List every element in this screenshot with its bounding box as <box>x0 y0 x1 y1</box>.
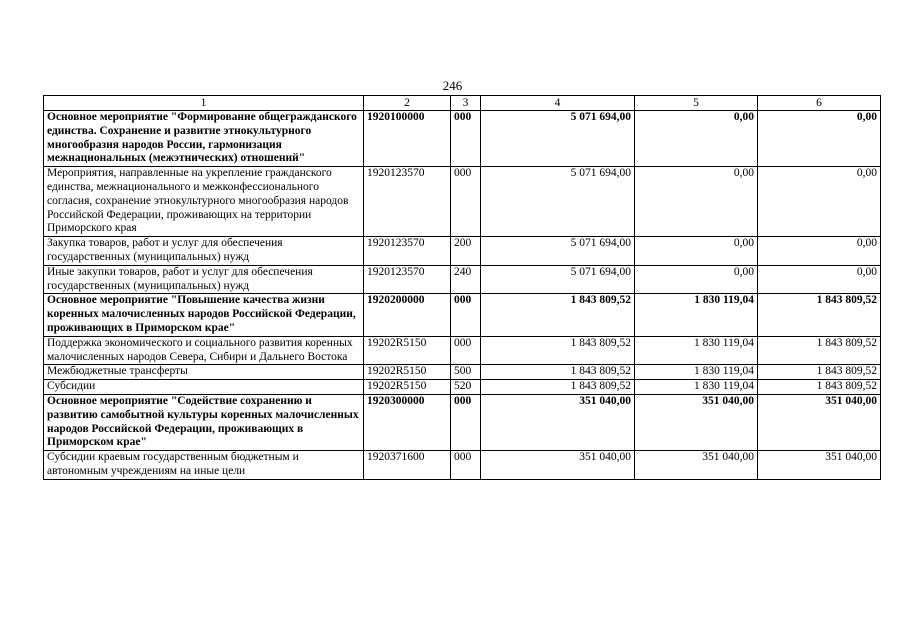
row-code-cell: 1920100000 <box>364 111 451 167</box>
row-value-col4: 351 040,00 <box>481 394 635 450</box>
row-name-cell: Мероприятия, направленные на укрепление гражданского единства, межнационального и межконфессионального согласия, сохранение этнокультурного многообразия народов Российской Федерации, проживающих на территории Приморского края <box>44 167 364 237</box>
row-value-col6: 351 040,00 <box>758 394 881 450</box>
row-kind-cell: 200 <box>451 237 481 266</box>
table-row <box>44 237 881 266</box>
row-value-col4: 5 071 694,00 <box>481 265 635 294</box>
row-value-col6: 0,00 <box>758 265 881 294</box>
row-name-cell: Закупка товаров, работ и услуг для обеспечения государственных (муниципальных) нужд <box>44 237 364 266</box>
row-value-col5: 0,00 <box>635 265 758 294</box>
row-code-cell: 1920123570 <box>364 167 451 237</box>
row-code-cell: 1920123570 <box>364 265 451 294</box>
row-value-col6: 1 843 809,52 <box>758 336 881 365</box>
row-kind-cell: 500 <box>451 365 481 380</box>
row-name-cell: Основное мероприятие "Формирование общегражданского единства. Сохранение и развитие этнокультурного многообразия народов России, гармонизация межнациональных (межэтнических) отношений" <box>44 111 364 167</box>
row-value-col4: 1 843 809,52 <box>481 365 635 380</box>
row-value-col5: 0,00 <box>635 111 758 167</box>
row-value-col6: 0,00 <box>758 167 881 237</box>
row-value-col5: 0,00 <box>635 167 758 237</box>
table-row <box>44 380 881 395</box>
row-value-col4: 1 843 809,52 <box>481 380 635 395</box>
row-value-col4: 351 040,00 <box>481 451 635 480</box>
table-row <box>44 294 881 336</box>
row-name-cell: Основное мероприятие "Повышение качества жизни коренных малочисленных народов Российской Федерации, проживающих в Приморском крае" <box>44 294 364 336</box>
row-code-cell: 1920300000 <box>364 394 451 450</box>
row-name-cell: Основное мероприятие "Содействие сохранению и развитию самобытной культуры коренных малочисленных народов Российской Федерации, проживающих в Приморском крае" <box>44 394 364 450</box>
row-value-col4: 5 071 694,00 <box>481 237 635 266</box>
table-row <box>44 336 881 365</box>
row-code-cell: 19202R5150 <box>364 380 451 395</box>
page-number: 246 <box>442 78 463 93</box>
header-cell: 6 <box>758 96 881 111</box>
row-value-col5: 351 040,00 <box>635 394 758 450</box>
table-row <box>44 451 881 480</box>
header-cell: 2 <box>364 96 451 111</box>
row-name-cell: Субсидии <box>44 380 364 395</box>
table-header-row <box>44 96 881 111</box>
row-value-col5: 1 830 119,04 <box>635 294 758 336</box>
row-name-cell: Межбюджетные трансферты <box>44 365 364 380</box>
row-kind-cell: 520 <box>451 380 481 395</box>
row-code-cell: 19202R5150 <box>364 336 451 365</box>
row-value-col5: 351 040,00 <box>635 451 758 480</box>
row-value-col6: 1 843 809,52 <box>758 294 881 336</box>
row-kind-cell: 000 <box>451 336 481 365</box>
row-code-cell: 19202R5150 <box>364 365 451 380</box>
row-value-col4: 1 843 809,52 <box>481 294 635 336</box>
table-row <box>44 111 881 167</box>
row-value-col5: 1 830 119,04 <box>635 365 758 380</box>
header-cell: 1 <box>44 96 364 111</box>
table-row <box>44 365 881 380</box>
header-cell: 4 <box>481 96 635 111</box>
row-value-col4: 1 843 809,52 <box>481 336 635 365</box>
row-value-col5: 0,00 <box>635 237 758 266</box>
row-value-col6: 0,00 <box>758 237 881 266</box>
row-code-cell: 1920371600 <box>364 451 451 480</box>
header-cell: 5 <box>635 96 758 111</box>
budget-table <box>43 95 881 480</box>
row-value-col6: 0,00 <box>758 111 881 167</box>
row-value-col4: 5 071 694,00 <box>481 167 635 237</box>
row-name-cell: Иные закупки товаров, работ и услуг для обеспечения государственных (муниципальных) нужд <box>44 265 364 294</box>
table-row <box>44 167 881 237</box>
row-code-cell: 1920123570 <box>364 237 451 266</box>
row-kind-cell: 000 <box>451 294 481 336</box>
row-value-col6: 1 843 809,52 <box>758 380 881 395</box>
row-kind-cell: 000 <box>451 451 481 480</box>
row-value-col5: 1 830 119,04 <box>635 336 758 365</box>
table-row <box>44 394 881 450</box>
row-kind-cell: 000 <box>451 111 481 167</box>
table-row <box>44 265 881 294</box>
row-kind-cell: 240 <box>451 265 481 294</box>
row-value-col6: 1 843 809,52 <box>758 365 881 380</box>
row-value-col4: 5 071 694,00 <box>481 111 635 167</box>
header-cell: 3 <box>451 96 481 111</box>
row-value-col5: 1 830 119,04 <box>635 380 758 395</box>
row-code-cell: 1920200000 <box>364 294 451 336</box>
row-name-cell: Субсидии краевым государственным бюджетным и автономным учреждениям на иные цели <box>44 451 364 480</box>
row-kind-cell: 000 <box>451 394 481 450</box>
row-kind-cell: 000 <box>451 167 481 237</box>
row-value-col6: 351 040,00 <box>758 451 881 480</box>
row-name-cell: Поддержка экономического и социального развития коренных малочисленных народов Севера, Сибири и Дальнего Востока <box>44 336 364 365</box>
